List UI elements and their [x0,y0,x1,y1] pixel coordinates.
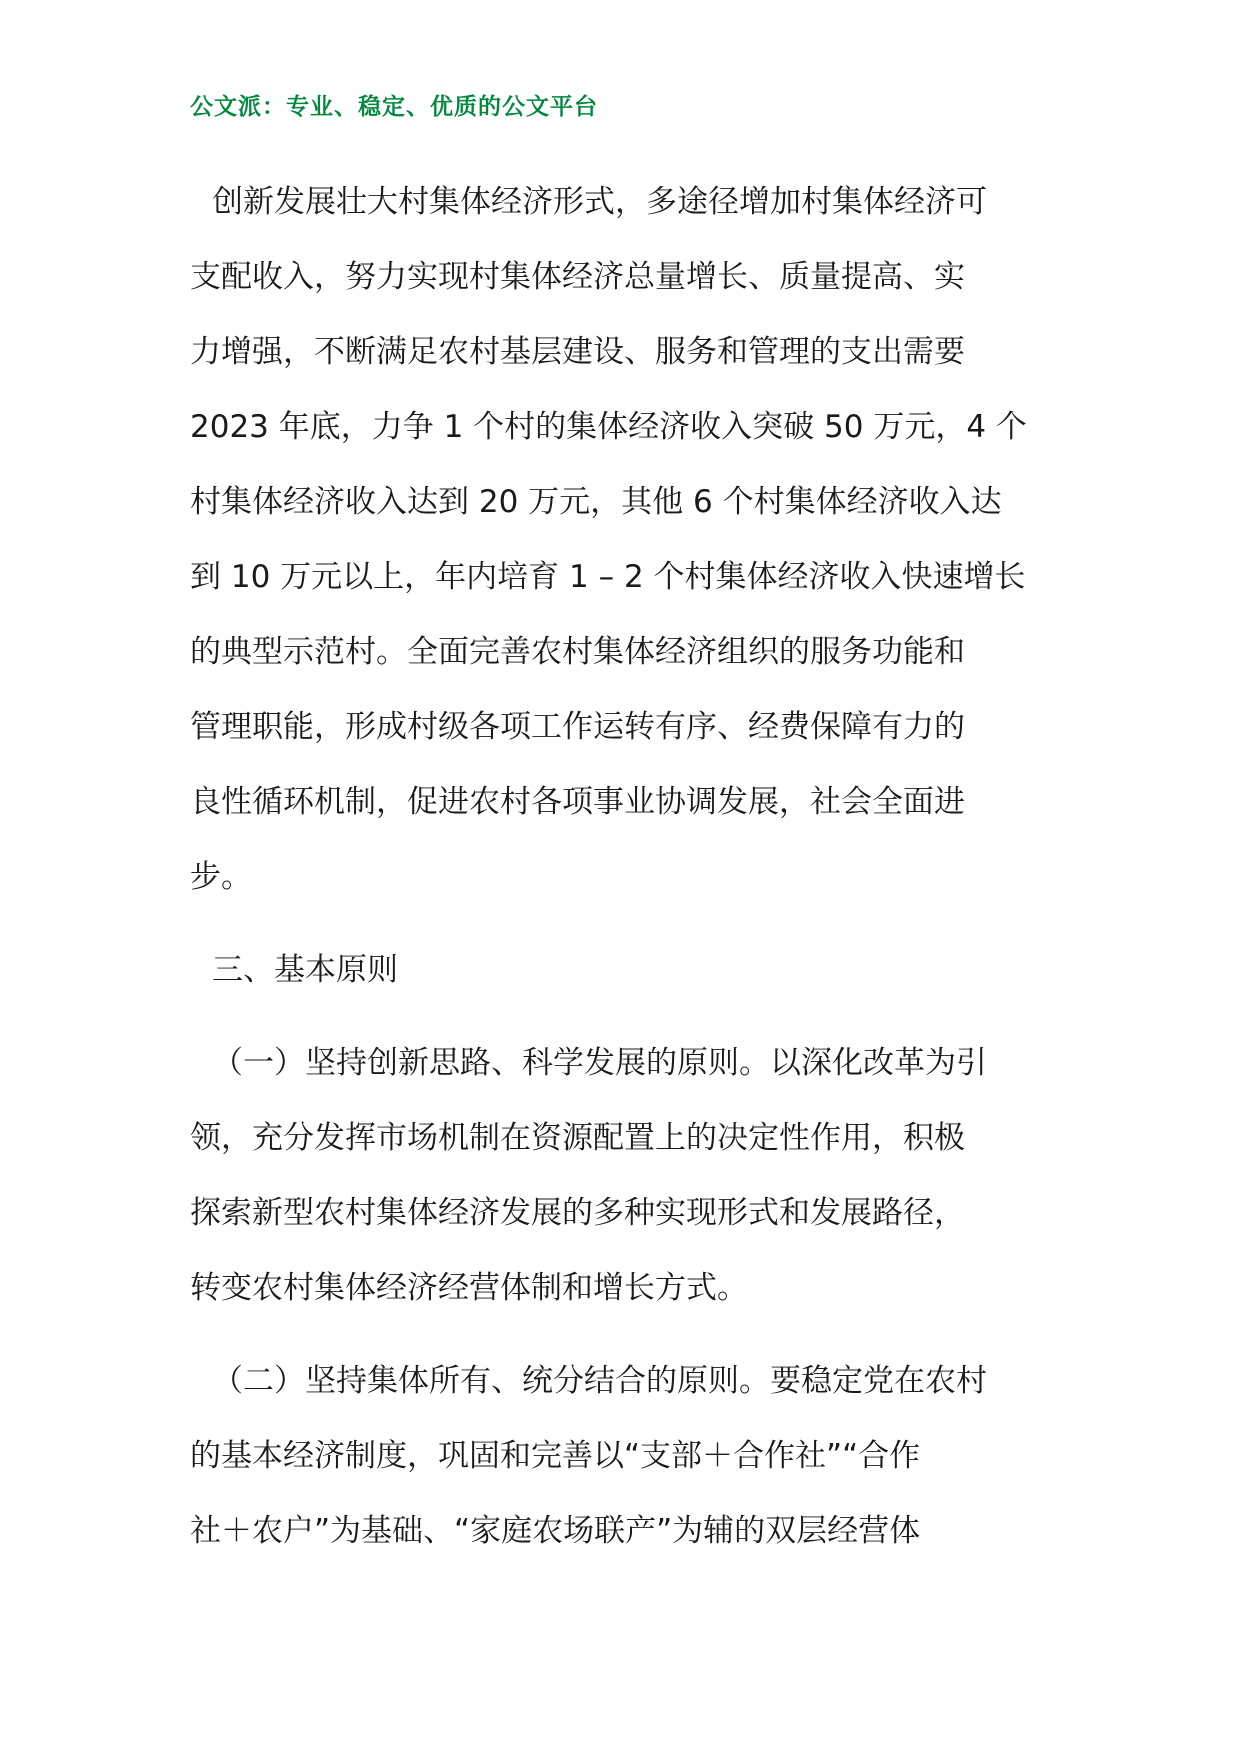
text-line: （一）坚持创新思路、科学发展的原则。以深化改革为引 [212,1045,987,1081]
paragraph-principle-2 [190,1344,1060,1569]
paragraph-principle-1 [190,1026,1060,1326]
text-line: 的典型示范村。全面完善农村集体经济组织的服务功能和 [190,634,965,670]
document-body [190,165,1060,1569]
text-line: 2023 年底，力争 1 个村的集体经济收入突破 50 万元，4 个 [190,409,1027,445]
paragraph-goals [190,165,1060,915]
text-line: 良性循环机制，促进农村各项事业协调发展，社会全面进 [190,784,965,820]
text-line: 探索新型农村集体经济发展的多种实现形式和发展路径， [190,1195,965,1231]
paragraph-gap [190,1008,1060,1026]
text-line: 支配收入，努力实现村集体经济总量增长、质量提高、实 [190,259,965,295]
text-line: 转变农村集体经济经营体制和增长方式。 [190,1270,748,1306]
text-line: 领，充分发挥市场机制在资源配置上的决定性作用，积极 [190,1120,965,1156]
paragraph-gap [190,915,1060,933]
paragraph-gap [190,1326,1060,1344]
text-line: 步。 [190,859,252,895]
text-line: 村集体经济收入达到 20 万元，其他 6 个村集体经济收入达 [190,484,1002,520]
page-header: 公文派：专业、稳定、优质的公文平台 [190,94,598,120]
text-line: 的基本经济制度，巩固和完善以“支部＋合作社”“合作 [190,1438,921,1474]
section-title: 三、基本原则 [212,952,398,988]
text-line: （二）坚持集体所有、统分结合的原则。要稳定党在农村 [212,1363,987,1399]
text-line: 管理职能，形成村级各项工作运转有序、经费保障有力的 [190,709,965,745]
section-heading [190,933,1060,1008]
text-line: 力增强，不断满足农村基层建设、服务和管理的支出需要 [190,334,965,370]
text-line: 社＋农户”为基础、“家庭农场联产”为辅的双层经营体 [190,1513,921,1549]
text-line: 创新发展壮大村集体经济形式，多途径增加村集体经济可 [212,184,987,220]
text-line: 到 10 万元以上，年内培育 1 – 2 个村集体经济收入快速增长 [190,559,1026,595]
